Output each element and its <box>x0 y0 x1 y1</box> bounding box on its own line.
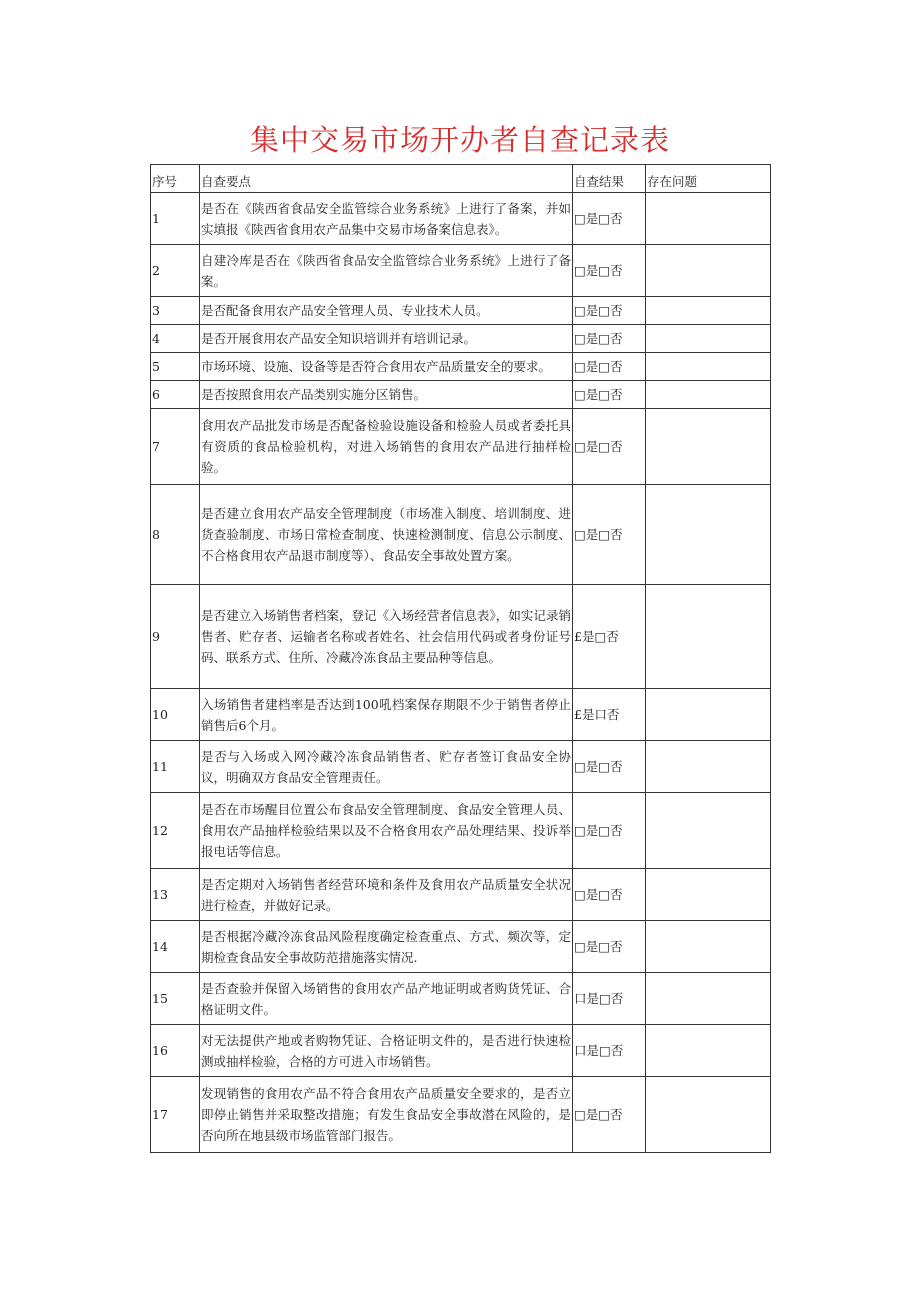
row-requirement: 是否与入场或入网冷藏冷冻食品销售者、贮存者签订食品安全协议，明确双方食品安全管理责任。 <box>200 741 573 793</box>
table-row <box>151 921 771 973</box>
row-result-checkbox[interactable]: £是□否 <box>573 585 646 689</box>
row-index: 2 <box>151 245 200 297</box>
row-index: 10 <box>151 689 200 741</box>
row-requirement: 市场环境、设施、设备等是否符合食用农产品质量安全的要求。 <box>200 353 573 381</box>
row-result-checkbox[interactable]: □是□否 <box>573 353 646 381</box>
table-row <box>151 1025 771 1077</box>
row-requirement: 是否建立食用农产品安全管理制度（市场准入制度、培训制度、进货查验制度、市场日常检查制度、快速检测制度、信息公示制度、不合格食用农产品退市制度等）、食品安全事故处置方案。 <box>200 485 573 585</box>
row-issue-field[interactable] <box>646 409 771 485</box>
row-result-checkbox[interactable]: □是□否 <box>573 869 646 921</box>
row-issue-field[interactable] <box>646 245 771 297</box>
row-issue-field[interactable] <box>646 689 771 741</box>
self-check-table <box>150 164 771 1153</box>
row-requirement: 是否定期对入场销售者经营环境和条件及食用农产品质量安全状况进行检查，并做好记录。 <box>200 869 573 921</box>
page-title: 集中交易市场开办者自查记录表 <box>249 123 670 157</box>
table-row <box>151 585 771 689</box>
row-issue-field[interactable] <box>646 793 771 869</box>
table-row <box>151 869 771 921</box>
row-result-checkbox[interactable]: 口是□否 <box>573 973 646 1025</box>
row-issue-field[interactable] <box>646 381 771 409</box>
table-row <box>151 793 771 869</box>
table-row <box>151 1077 771 1153</box>
row-requirement: 食用农产品批发市场是否配备检验设施设备和检验人员或者委托具有资质的食品检验机构，对进入场销售的食用农产品进行抽样检验。 <box>200 409 573 485</box>
row-result-checkbox[interactable]: £是口否 <box>573 689 646 741</box>
row-result-checkbox[interactable]: □是□否 <box>573 1077 646 1153</box>
row-requirement: 自建冷库是否在《陕西省食品安全监管综合业务系统》上进行了备案。 <box>200 245 573 297</box>
row-result-checkbox[interactable]: □是□否 <box>573 297 646 325</box>
table-row <box>151 325 771 353</box>
row-requirement: 是否按照食用农产品类别实施分区销售。 <box>200 381 573 409</box>
row-requirement: 是否配备食用农产品安全管理人员、专业技术人员。 <box>200 297 573 325</box>
row-index: 4 <box>151 325 200 353</box>
row-result-checkbox[interactable]: □是□否 <box>573 381 646 409</box>
row-result-checkbox[interactable]: □是□否 <box>573 409 646 485</box>
row-index: 11 <box>151 741 200 793</box>
table-row <box>151 485 771 585</box>
row-issue-field[interactable] <box>646 193 771 245</box>
header-requirement: 自查要点 <box>200 165 573 193</box>
row-issue-field[interactable] <box>646 353 771 381</box>
row-issue-field[interactable] <box>646 741 771 793</box>
row-issue-field[interactable] <box>646 921 771 973</box>
row-index: 15 <box>151 973 200 1025</box>
row-issue-field[interactable] <box>646 973 771 1025</box>
row-requirement: 发现销售的食用农产品不符合食用农产品质量安全要求的，是否立即停止销售并采取整改措施；有发生食品安全事故潜在风险的，是否向所在地县级市场监管部门报告。 <box>200 1077 573 1153</box>
header-result: 自查结果 <box>573 165 646 193</box>
row-issue-field[interactable] <box>646 485 771 585</box>
row-requirement: 对无法提供产地或者购物凭证、合格证明文件的，是否进行快速检测或抽样检验，合格的方可进入市场销售。 <box>200 1025 573 1077</box>
table-row <box>151 973 771 1025</box>
row-index: 7 <box>151 409 200 485</box>
table-row <box>151 741 771 793</box>
row-index: 1 <box>151 193 200 245</box>
row-result-checkbox[interactable]: □是□否 <box>573 485 646 585</box>
row-result-checkbox[interactable]: □是□否 <box>573 741 646 793</box>
row-requirement: 是否建立入场销售者档案，登记《入场经营者信息表》，如实记录销售者、贮存者、运输者名称或者姓名、社会信用代码或者身份证号码、联系方式、住所、冷藏冷冻食品主要品种等信息。 <box>200 585 573 689</box>
row-result-checkbox[interactable]: □是□否 <box>573 193 646 245</box>
row-requirement: 是否在《陕西省食品安全监管综合业务系统》上进行了备案，并如实填报《陕西省食用农产品集中交易市场备案信息表》。 <box>200 193 573 245</box>
table-row <box>151 409 771 485</box>
row-index: 6 <box>151 381 200 409</box>
table-row <box>151 381 771 409</box>
row-index: 3 <box>151 297 200 325</box>
row-issue-field[interactable] <box>646 1077 771 1153</box>
row-index: 17 <box>151 1077 200 1153</box>
row-requirement: 是否查验并保留入场销售的食用农产品产地证明或者购货凭证、合格证明文件。 <box>200 973 573 1025</box>
row-index: 16 <box>151 1025 200 1077</box>
row-result-checkbox[interactable]: □是□否 <box>573 325 646 353</box>
row-requirement: 是否开展食用农产品安全知识培训并有培训记录。 <box>200 325 573 353</box>
table-row <box>151 245 771 297</box>
header-index: 序号 <box>151 165 200 193</box>
table-row <box>151 353 771 381</box>
table-row <box>151 689 771 741</box>
row-index: 13 <box>151 869 200 921</box>
row-index: 9 <box>151 585 200 689</box>
row-result-checkbox[interactable]: □是□否 <box>573 921 646 973</box>
row-issue-field[interactable] <box>646 585 771 689</box>
row-index: 12 <box>151 793 200 869</box>
row-result-checkbox[interactable]: □是□否 <box>573 793 646 869</box>
row-index: 8 <box>151 485 200 585</box>
row-result-checkbox[interactable]: □是□否 <box>573 245 646 297</box>
row-index: 14 <box>151 921 200 973</box>
row-issue-field[interactable] <box>646 869 771 921</box>
row-requirement: 是否在市场醒目位置公布食品安全管理制度、食品安全管理人员、食用农产品抽样检验结果以及不合格食用农产品处理结果、投诉举报电话等信息。 <box>200 793 573 869</box>
row-issue-field[interactable] <box>646 325 771 353</box>
table-row <box>151 297 771 325</box>
row-requirement: 是否根据冷藏冷冻食品风险程度确定检查重点、方式、频次等，定期检查食品安全事故防范措施落实情况. <box>200 921 573 973</box>
table-header-row <box>151 165 771 193</box>
row-issue-field[interactable] <box>646 297 771 325</box>
row-index: 5 <box>151 353 200 381</box>
row-requirement: 入场销售者建档率是否达到100吼档案保存期限不少于销售者停止销售后6个月。 <box>200 689 573 741</box>
header-issue: 存在问题 <box>646 165 771 193</box>
table-row <box>151 193 771 245</box>
row-result-checkbox[interactable]: 口是□否 <box>573 1025 646 1077</box>
row-issue-field[interactable] <box>646 1025 771 1077</box>
